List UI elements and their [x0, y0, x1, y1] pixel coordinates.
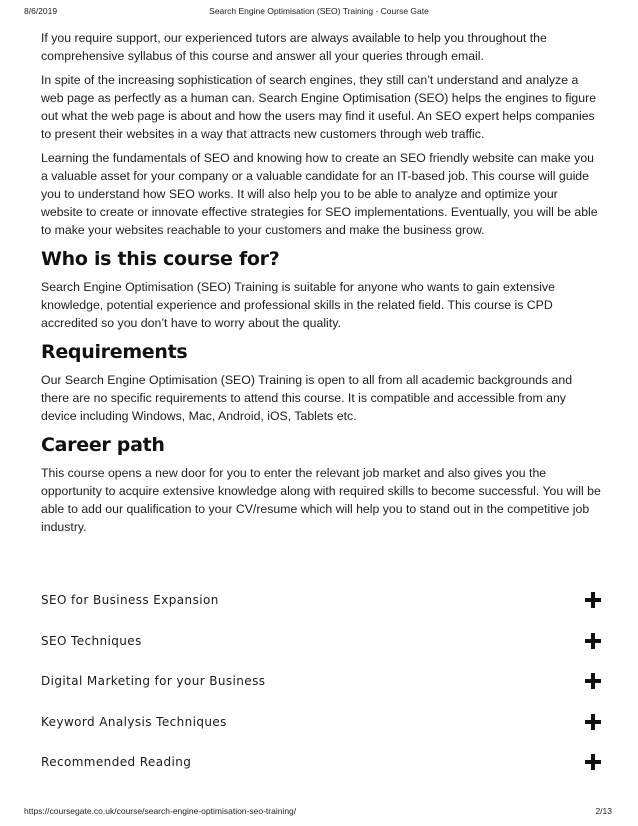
accordion-label: Recommended Reading: [41, 755, 192, 770]
intro-paragraph: If you require support, our experienced tutors are always available to help you throughout the comprehensive syllabus of this course and answer all your queries through email.: [41, 31, 547, 63]
plus-icon[interactable]: [585, 714, 601, 730]
accordion-label: Digital Marketing for your Business: [41, 674, 266, 689]
accordion-item-keyword-analysis[interactable]: [41, 702, 601, 743]
print-page-title: Search Engine Optimisation (SEO) Training - Course Gate: [209, 6, 429, 16]
plus-icon[interactable]: [585, 633, 601, 649]
curriculum-accordion: [41, 580, 601, 783]
page-number: 2/13: [595, 806, 612, 816]
print-url: https://coursegate.co.uk/course/search-engine-optimisation-seo-training/: [24, 806, 297, 816]
print-header: [0, 6, 638, 20]
accordion-label: SEO Techniques: [41, 633, 142, 648]
career-body: This course opens a new door for you to enter the relevant job market and also gives you the opportunity to acquire extensive knowledge along with required skills to become successful. You will be able to add our qualification to your CV/resume which will help you to stand out in the competitive job industry.: [41, 466, 601, 534]
plus-icon[interactable]: [585, 754, 601, 770]
accordion-label: Keyword Analysis Techniques: [41, 714, 227, 729]
intro-paragraph: In spite of the increasing sophistication of search engines, they still can’t understand and analyze a web page as perfectly as a human can. Search Engine Optimisation (SEO) helps the engines to figure out what the web page is about and how the users may find it useful. An SEO expert helps companies to present their websites in a way that attracts new customers through web traffic.: [41, 73, 597, 141]
accordion-item-seo-business-expansion[interactable]: [41, 580, 601, 621]
plus-icon[interactable]: [585, 592, 601, 608]
print-footer: [0, 806, 638, 818]
accordion-item-seo-techniques[interactable]: [41, 621, 601, 662]
requirements-heading: Requirements: [41, 341, 188, 363]
plus-icon[interactable]: [585, 673, 601, 689]
print-date: 8/6/2019: [24, 6, 58, 16]
course-description: [41, 29, 601, 542]
who-heading: Who is this course for?: [41, 248, 280, 270]
accordion-item-digital-marketing[interactable]: [41, 661, 601, 702]
accordion-label: SEO for Business Expansion: [41, 593, 219, 608]
accordion-item-recommended-reading[interactable]: [41, 742, 601, 783]
intro-paragraph: Learning the fundamentals of SEO and knowing how to create an SEO friendly website can make you a valuable asset for your company or a valuable candidate for an IT-based job. This course will guide you to understand how SEO works. It will also help you to be able to analyze and optimize your website to create or innovate effective strategies for SEO implementations. Eventually, you will be able to make your websites reachable to your customers and make the business grow.: [41, 151, 598, 237]
who-body: Search Engine Optimisation (SEO) Training is suitable for anyone who wants to gain extensive knowledge, potential experience and professional skills in the related field. This course is CPD accredited so you don’t have to worry about the quality.: [41, 280, 556, 330]
requirements-body: Our Search Engine Optimisation (SEO) Training is open to all from all academic backgrounds and there are no specific requirements to attend this course. It is compatible and accessible from any device including Windows, Mac, Android, iOS, Tablets etc.: [41, 373, 573, 423]
career-heading: Career path: [41, 434, 165, 456]
